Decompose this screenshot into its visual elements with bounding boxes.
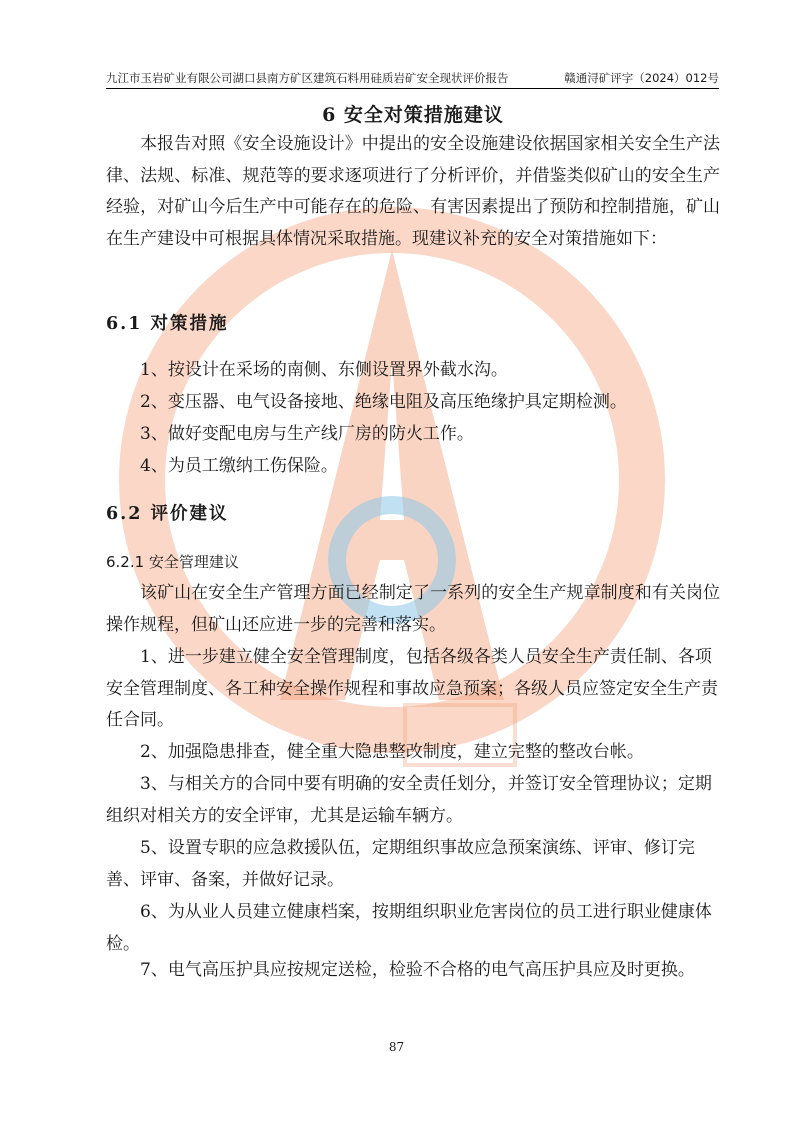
page-number: 87 [388,1040,405,1054]
list-item: 6、为从业人员建立健康档案，按期组织职业危害岗位的员工进行职业健康体检。 [106,902,712,954]
intro-paragraph: 本报告对照《安全设施设计》中提出的安全设施建设依据国家相关安全生产法律、法规、标准、规范等的要求逐项进行了分析评价，并借鉴类似矿山的安全生产经验，对矿山今后生产中可能存在的危险、有害因素提出了预防和控制措施，矿山在生产建设中可根据具体情况采取措施。现建议补充的安全对策措施如下： [106,134,720,249]
list-item: 1、进一步建立健全安全管理制度，包括各级各类人员安全生产责任制、各项安全管理制度、各工种安全操作规程和事故应急预案；各级人员应签定安全生产责任合同。 [106,647,718,730]
page-header [106,70,719,89]
list-item: 3、与相关方的合同中要有明确的安全责任划分，并签订安全管理协议；定期组织对相关方的安全评审，尤其是运输车辆方。 [106,774,712,826]
chapter-title: 6 安全对策措施建议 [322,104,504,126]
list-item: 3、做好变配电房与生产线厂房的防火工作。 [140,424,474,444]
list-item: 4、为员工缴纳工伤保险。 [140,456,338,476]
subsection-6-2-1-title: 6.2.1 安全管理建议 [106,553,239,571]
header-report-title: 九江市玉岩矿业有限公司湖口县南方矿区建筑石料用硅质岩矿安全现状评价报告 [106,71,509,85]
list-item: 1、按设计在采场的南侧、东侧设置界外截水沟。 [140,360,508,380]
subsection-intro-paragraph: 该矿山在安全生产管理方面已经制定了一系列的安全生产规章制度和有关岗位操作规程，但矿山还应进一步的完善和落实。 [106,583,720,635]
section-6-2-title: 6.2 评价建议 [106,504,229,524]
list-item: 2、变压器、电气设备接地、绝缘电阻及高压绝缘护具定期检测。 [140,392,627,412]
section-6-1-title: 6.1 对策措施 [106,314,229,334]
list-item: 5、设置专职的应急救援队伍，定期组织事故应急预案演练、评审、修订完善、评审、备案，并做好记录。 [106,838,695,890]
list-item: 7、电气高压护具应按规定送检，检验不合格的电气高压护具应及时更换。 [140,960,695,980]
list-item: 2、加强隐患排查，健全重大隐患整改制度，建立完整的整改台帐。 [140,742,644,762]
header-report-number: 赣通浔矿评字（2024）012号 [564,71,719,85]
